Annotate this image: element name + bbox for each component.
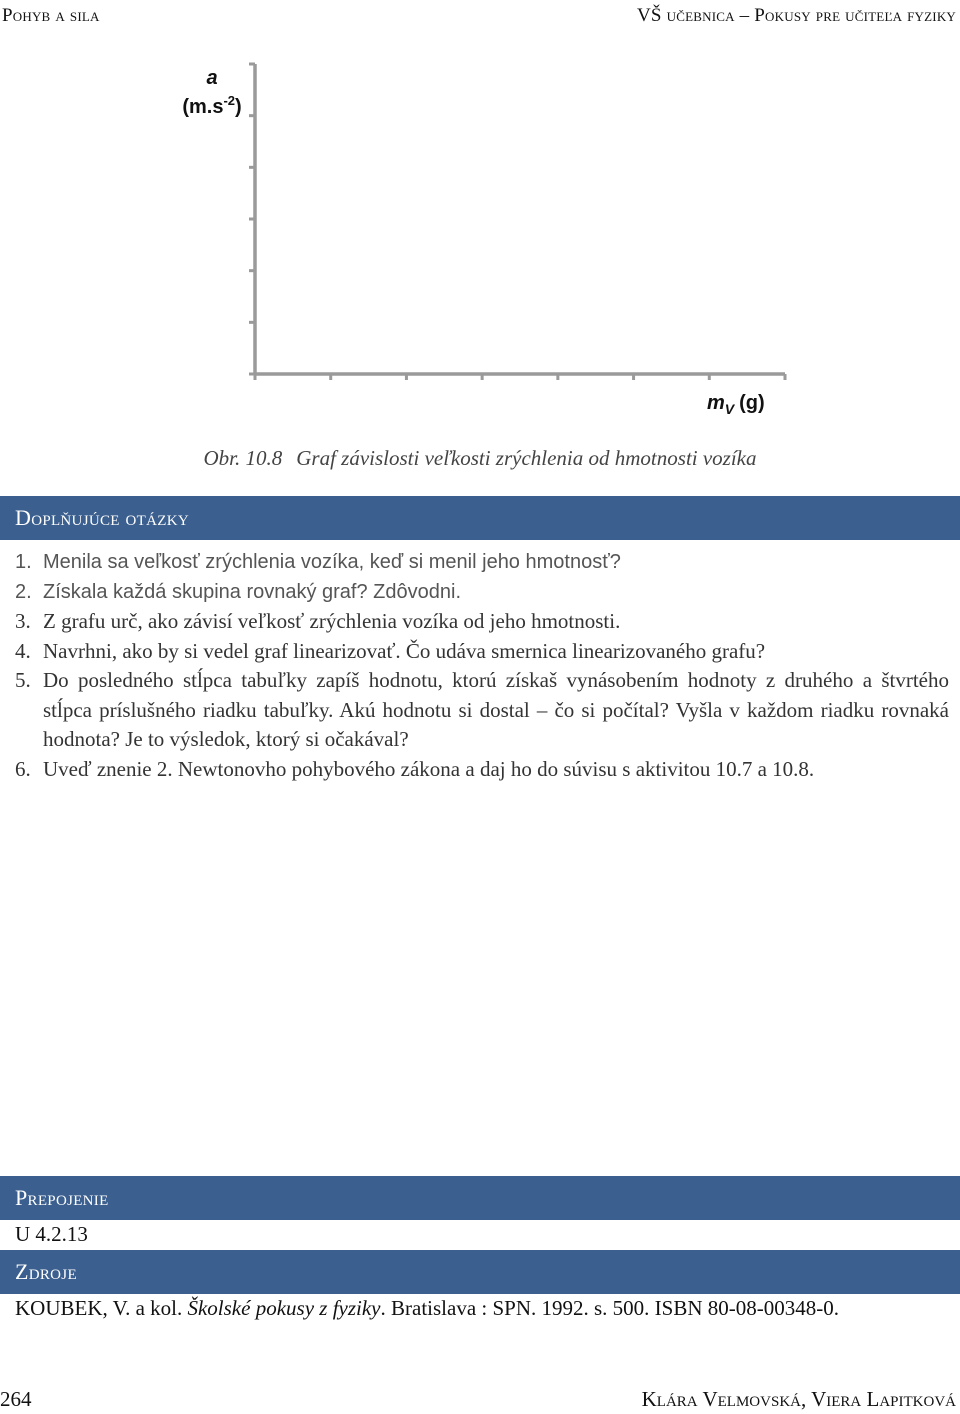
section-header-link: Prepojenie	[0, 1176, 960, 1220]
section-header-sources: Zdroje	[0, 1250, 960, 1294]
list-item	[15, 548, 949, 578]
item-number: 3.	[15, 609, 31, 633]
x-axis-subscript: V	[724, 401, 735, 417]
list-item	[15, 607, 949, 637]
x-axis-unit: (g)	[739, 392, 765, 414]
empty-graph	[0, 0, 960, 440]
list-item	[15, 666, 949, 755]
y-axis-unit	[182, 93, 241, 118]
figure-number: Obr. 10.8	[203, 446, 283, 470]
list-item	[15, 755, 949, 785]
list-item	[15, 637, 949, 667]
source-author: KOUBEK, V. a kol.	[15, 1296, 188, 1320]
source-reference	[15, 1296, 839, 1321]
list-item	[15, 578, 949, 608]
source-book-title: Školské pokusy z fyziky	[187, 1296, 381, 1320]
running-header-left: Pohyb a sila	[2, 5, 100, 26]
item-number: 1.	[15, 551, 32, 573]
page-number: 264	[0, 1387, 32, 1411]
item-number: 5.	[15, 668, 31, 692]
y-axis-unit-base: (m.s	[182, 96, 224, 118]
x-axis-variable: m	[707, 392, 725, 414]
item-number: 2.	[15, 580, 32, 603]
figure-caption-text: Graf závislosti veľkosti zrýchlenia od hmotnosti vozíka	[296, 446, 757, 470]
running-footer-authors: Klára Velmovská, Viera Lapitková	[641, 1387, 956, 1411]
questions-list	[15, 548, 949, 784]
item-text: Navrhni, ako by si vedel graf linearizovať. Čo udáva smernica linearizovaného grafu?	[43, 638, 766, 663]
running-header-right: VŠ učebnica – Pokusy pre učiteľa fyziky	[637, 5, 956, 26]
y-axis-variable: a	[206, 67, 218, 89]
source-details: . Bratislava : SPN. 1992. s. 500. ISBN 80-08-00348-0.	[380, 1296, 839, 1320]
item-text: Uveď znenie 2. Newtonovho pohybového zákona a daj ho do súvisu s aktivitou 10.7 a 10.8.	[43, 756, 815, 781]
item-text: Získala každá skupina rovnaký graf? Zdôvodni.	[43, 580, 461, 603]
item-text: Do posledného stĺpca tabuľky zapíš hodnotu, ktorú získaš vynásobením hodnoty z druhého a štvrtého stĺpca príslušného riadku tabuľky. Akú hodnotu si dostal – čo si počítal? Vyšla v každom riadku rovnaká hodnota? Je to výsledok, ktorý si očakával?	[43, 668, 949, 751]
item-number: 4.	[15, 638, 31, 663]
x-axis-label	[707, 392, 765, 417]
section-header-questions: Doplňujúce otázky	[0, 496, 960, 540]
graph-axes	[255, 64, 785, 374]
item-text: Menila sa veľkosť zrýchlenia vozíka, keď si menil jeho hmotnosť?	[43, 551, 621, 573]
y-axis-unit-close: )	[235, 96, 242, 118]
y-axis-unit-exp: -2	[223, 93, 236, 108]
item-number: 6.	[15, 756, 31, 781]
figure-caption	[0, 446, 960, 471]
item-text: Z grafu urč, ako závisí veľkosť zrýchlenia vozíka od jeho hmotnosti.	[43, 609, 621, 633]
link-reference: U 4.2.13	[15, 1222, 88, 1246]
